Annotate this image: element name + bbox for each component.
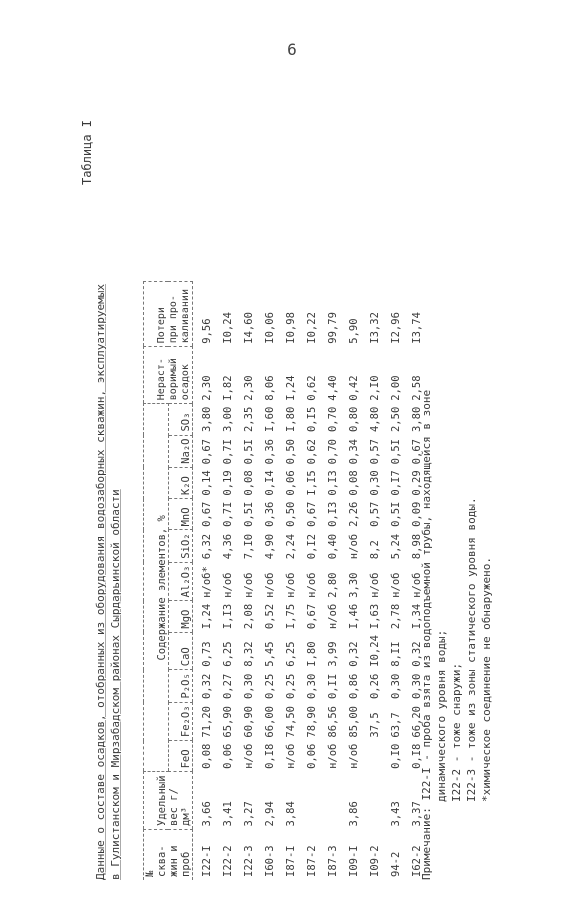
table-cell: 0,32 <box>348 641 361 667</box>
table-cell: н/об* <box>201 566 214 598</box>
table-cell: 3,66 <box>201 801 214 827</box>
table-cell: н/об <box>222 572 235 598</box>
table-cell: I,34 <box>411 603 424 630</box>
table-cell: 0,30 <box>390 673 403 700</box>
cell-sample-id: I22-2 <box>222 845 235 877</box>
note-3: I22-3 - тоже из зоны статического уровня воды. <box>465 497 478 802</box>
table-cell: 2,80 <box>327 572 340 598</box>
table-cell: 0,I0 <box>390 743 403 769</box>
table-cell: 0,I3 <box>327 470 340 496</box>
header-p2o5: P₂O₅ <box>168 670 193 702</box>
table-cell: 2,78 <box>390 603 403 630</box>
table-cell: 85,00 <box>348 706 361 738</box>
page-number: 6 <box>287 40 297 59</box>
table-cell: 2,08 <box>243 603 256 630</box>
table-cell: 0,19 <box>222 470 235 496</box>
table-cell: 5,24 <box>390 533 403 560</box>
table-cell <box>302 772 323 830</box>
cell-sample-id: I60-3 <box>264 845 277 877</box>
table-cell: 3,30 <box>348 572 361 598</box>
header-mno: MnO <box>168 499 193 530</box>
table-cell: 0,29 <box>411 470 424 496</box>
table-cell: 3,27 <box>243 801 256 827</box>
table-cell: I0,24 <box>222 312 235 344</box>
table-cell: 0,7I <box>222 501 235 527</box>
table-cell: 99,79 <box>327 312 340 344</box>
table-cell: I0,24 <box>369 635 382 667</box>
header-mgo: MgO <box>168 601 193 632</box>
cell-sample-id: I22-I <box>201 845 214 877</box>
table-cell: 0,14 <box>201 470 214 496</box>
table-cell: I,24 <box>285 375 298 401</box>
table-cell: 0,5I <box>390 501 403 527</box>
note-1b: динамического уровня воды; <box>435 629 448 802</box>
table-cell: н/об <box>264 572 277 598</box>
table-cell: 0,25 <box>264 673 277 700</box>
table-row <box>218 282 239 880</box>
table-cell: н/об <box>411 572 424 598</box>
table-cell: 2,50 <box>390 406 403 433</box>
table-cell: 4,36 <box>222 533 235 560</box>
table-row <box>302 282 323 880</box>
table-cell: 4,90 <box>264 533 277 560</box>
table-cell: н/об <box>390 572 403 598</box>
table-cell: 0,57 <box>369 501 382 527</box>
table-cell: 0,42 <box>348 375 361 401</box>
table-cell: 0,67 <box>411 439 424 465</box>
note-1a: I22-I - проба взята из водоподъемной трубы, находящейся в зоне <box>420 389 433 801</box>
table-cell: 0,I4 <box>264 470 277 496</box>
table-cell: 6,32 <box>201 533 214 560</box>
header-specific-gravity: Удельный вес г/дм³ <box>144 772 193 830</box>
table-cell: 0,57 <box>369 439 382 465</box>
table-cell: 0,50 <box>285 439 298 465</box>
table-cell: 0,30 <box>411 673 424 700</box>
table-cell: 3,41 <box>222 801 235 827</box>
table-cell: 0,67 <box>201 439 214 465</box>
table-cell: 0,30 <box>243 673 256 700</box>
note-4: *химическое соединение не обнаружено. <box>480 556 493 802</box>
table-cell: н/об <box>306 572 319 598</box>
table-cell: н/об <box>369 572 382 598</box>
table-cell: I0,22 <box>306 312 319 344</box>
header-na2o: Na₂O <box>168 435 193 467</box>
header-well-number: № сква-жин и проб <box>144 830 193 881</box>
table-cell: 0,32 <box>201 673 214 700</box>
cell-sample-id: I22-3 <box>243 845 256 877</box>
table-cell: 0,25 <box>285 673 298 700</box>
table-cell: 71,20 <box>201 706 214 738</box>
table-title <box>93 140 123 880</box>
table-cell: 0,I3 <box>327 501 340 527</box>
header-so3: SO₃ <box>168 404 193 435</box>
table-cell: н/об <box>243 572 256 598</box>
title-line-2: в Гулистанском и Мирзабадском районах Сырдарьинской области <box>109 489 122 880</box>
table-cell: н/об <box>285 743 298 769</box>
table-cell: 0,27 <box>222 673 235 700</box>
table-cell: 9,56 <box>201 318 214 344</box>
table-row <box>239 282 260 880</box>
table-cell: 0,06 <box>285 470 298 496</box>
table-cell: 0,I2 <box>306 533 319 560</box>
note-2: I22-2 - тоже снаружи; <box>450 662 463 802</box>
table-cell: 0,II <box>327 673 340 700</box>
table-row <box>193 282 219 880</box>
table-cell: н/об <box>348 743 361 769</box>
table-cell: 3,43 <box>390 801 403 827</box>
table-cell: 37,5 <box>369 712 382 738</box>
table-cell: 8,06 <box>264 375 277 401</box>
table-cell: 2,26 <box>348 501 361 527</box>
table-cell: 0,5I <box>243 501 256 527</box>
header-ignition-loss: Потери при про-каливании <box>144 282 193 347</box>
table-cell: 0,7I <box>222 439 235 465</box>
table-cell: 2,00 <box>390 375 403 401</box>
table-row <box>260 282 281 880</box>
table-cell: 66,20 <box>411 706 424 738</box>
table-cell: 3,84 <box>285 801 298 827</box>
table-cell: I0,06 <box>264 312 277 344</box>
table-cell <box>365 741 386 772</box>
table-cell: 0,06 <box>222 743 235 769</box>
table-cell: 6,25 <box>222 641 235 667</box>
table-cell: 0,I7 <box>390 470 403 496</box>
table-cell: 0,30 <box>369 470 382 496</box>
table-cell: 7,I0 <box>243 533 256 560</box>
table-row <box>323 282 344 880</box>
table-cell: 2,30 <box>201 375 214 401</box>
composition-table <box>143 281 428 880</box>
table-cell: 4,40 <box>327 375 340 401</box>
title-line-1: Данные о составе осадков, отобранных из оборудования водозаборных скважин, эксплуатируемых <box>94 283 107 880</box>
table-cell <box>365 772 386 830</box>
table-cell: 3,80 <box>411 406 424 433</box>
table-cell: 5,90 <box>348 318 361 344</box>
table-cell: I0,98 <box>285 312 298 344</box>
table-cell: н/об <box>285 572 298 598</box>
header-feo: FeO <box>168 741 193 772</box>
table-cell: 0,62 <box>306 439 319 465</box>
header-cao: CaO <box>168 632 193 670</box>
table-cell: 2,58 <box>411 375 424 401</box>
table-row <box>344 282 365 880</box>
table-cell: 0,I5 <box>306 406 319 433</box>
table-cell: 65,90 <box>222 706 235 738</box>
table-cell: I,75 <box>285 603 298 630</box>
table-body <box>193 282 429 880</box>
table-cell: 60,90 <box>243 706 256 738</box>
notes-label: Примечание: <box>420 807 433 880</box>
table-cell: 78,90 <box>306 706 319 738</box>
table-cell: 8,32 <box>243 641 256 667</box>
table-cell: н/об <box>243 743 256 769</box>
table-row <box>386 282 407 880</box>
cell-sample-id: I62-2 <box>411 845 424 877</box>
table-cell: 0,67 <box>306 501 319 527</box>
table-cell: 8,98 <box>411 533 424 560</box>
table-cell: 0,70 <box>327 406 340 433</box>
cell-sample-id: I09-I <box>348 845 361 877</box>
table-cell: 66,00 <box>264 706 277 738</box>
table-cell: I,I5 <box>306 470 319 496</box>
cell-sample-id: I09-2 <box>369 845 382 877</box>
header-sio2: SiO₂ <box>168 530 193 562</box>
table-row <box>281 282 302 880</box>
table-cell: 0,30 <box>306 673 319 700</box>
table-cell: I,I3 <box>222 603 235 630</box>
table-cell: 4,80 <box>369 406 382 433</box>
table-cell: 0,73 <box>201 641 214 667</box>
table-cell: 3,37 <box>411 801 424 827</box>
table-cell: 8,2 <box>369 540 382 560</box>
table-cell: 0,80 <box>348 406 361 433</box>
table-cell: I,24 <box>201 603 214 630</box>
table-cell: 74,50 <box>285 706 298 738</box>
header-al2o3: Al₂O₃ <box>168 562 193 601</box>
table-cell: I3,74 <box>411 312 424 344</box>
table-cell: 2,35 <box>243 406 256 433</box>
table-cell: 0,32 <box>411 641 424 667</box>
table-cell: н/об <box>327 603 340 630</box>
table-cell: 3,86 <box>348 801 361 827</box>
table-label: Таблица I <box>80 120 94 186</box>
table-cell: 0,08 <box>348 470 361 496</box>
cell-sample-id: I87-2 <box>306 845 319 877</box>
table-cell: I,46 <box>348 603 361 630</box>
table-cell: 0,09 <box>411 501 424 527</box>
table-cell: 2,94 <box>264 801 277 827</box>
table-cell: 63,7 <box>390 712 403 738</box>
table-cell: 0,26 <box>369 673 382 700</box>
table-cell: 0,08 <box>201 743 214 769</box>
table-cell <box>323 772 344 830</box>
table-cell: 6,25 <box>285 641 298 667</box>
table-cell: 2,I0 <box>369 375 382 401</box>
table-cell: 3,80 <box>201 406 214 433</box>
table-cell: 0,08 <box>243 470 256 496</box>
table-cell: I2,96 <box>390 312 403 344</box>
table-cell: 5,45 <box>264 641 277 667</box>
table-cell: 0,67 <box>306 603 319 630</box>
table-cell: 3,00 <box>222 406 235 433</box>
header-fe2o3: Fe₂O₃ <box>168 702 193 741</box>
table-cell: 0,06 <box>306 743 319 769</box>
rotated-table-page <box>77 110 497 880</box>
table-cell: 0,I8 <box>264 743 277 769</box>
header-elements-group: Содержание элементов, % <box>144 404 169 772</box>
header-insoluble-residue: Нераст-воримый осадок <box>144 347 193 404</box>
cell-sample-id: 94-2 <box>390 851 403 877</box>
table-cell: I3,32 <box>369 312 382 344</box>
header-k2o: K₂O <box>168 467 193 498</box>
cell-sample-id: I87-3 <box>327 845 340 877</box>
cell-sample-id: I87-I <box>285 845 298 877</box>
table-cell: 0,62 <box>306 375 319 401</box>
table-cell: I,82 <box>222 375 235 401</box>
table-cell: 2,24 <box>285 533 298 560</box>
table-cell: 86,56 <box>327 706 340 738</box>
table-cell: 8,II <box>390 641 403 667</box>
table-cell: I,63 <box>369 603 382 630</box>
table-cell: 0,5I <box>390 439 403 465</box>
table-cell: 0,52 <box>264 603 277 630</box>
table-cell: 0,34 <box>348 439 361 465</box>
table-cell: 3,99 <box>327 641 340 667</box>
table-cell: 0,36 <box>264 501 277 527</box>
table-cell: I,60 <box>264 406 277 433</box>
table-cell: I,80 <box>285 406 298 433</box>
table-cell: н/об <box>327 743 340 769</box>
table-cell: 0,70 <box>327 439 340 465</box>
table-cell: 0,40 <box>327 533 340 560</box>
table-cell: 0,67 <box>201 501 214 527</box>
table-cell: 0,I8 <box>411 743 424 769</box>
table-cell: н/об <box>348 533 361 560</box>
table-cell: 0,36 <box>264 439 277 465</box>
table-cell: 0,50 <box>285 501 298 527</box>
table-cell: 2,30 <box>243 375 256 401</box>
table-cell: I4,60 <box>243 312 256 344</box>
table-cell: 0,86 <box>348 673 361 700</box>
table-cell: I,80 <box>306 641 319 667</box>
table-notes <box>419 120 494 880</box>
table-row <box>365 282 386 880</box>
table-cell: 0,5I <box>243 439 256 465</box>
